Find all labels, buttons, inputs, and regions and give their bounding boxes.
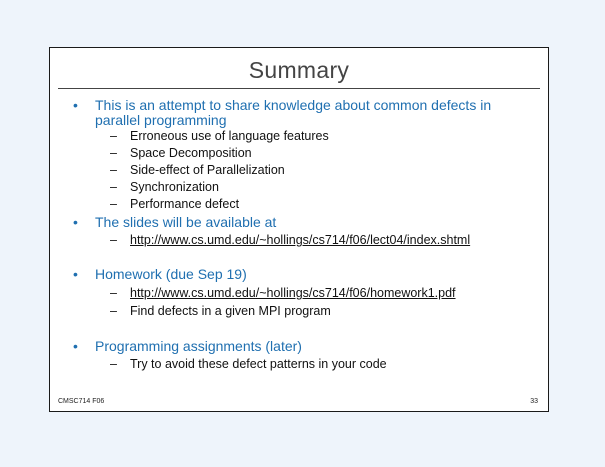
homework-link[interactable]: http://www.cs.umd.edu/~hollings/cs714/f06/homework1.pdf [130,286,456,300]
dash-icon: – [110,233,117,247]
bullet-item [73,97,540,128]
sub-text: Side-effect of Parallelization [130,163,285,177]
bullet-dot-icon: • [73,338,78,354]
sub-item [110,146,530,161]
sub-text: Performance defect [130,197,240,211]
dash-icon: – [110,163,117,177]
slide-title: Summary [248,57,350,83]
sub-item [110,357,530,372]
footer-page-number: 33 [530,398,538,405]
slide [49,47,549,412]
dash-icon: – [110,180,117,194]
dash-icon: – [110,357,117,371]
sub-text: Try to avoid these defect patterns in your code [130,357,387,371]
bullet-dot-icon: • [73,266,78,282]
sub-text: Erroneous use of language features [130,129,329,143]
sub-text: Synchronization [130,180,219,194]
dash-icon: – [110,304,117,318]
sub-item [110,233,530,248]
dash-icon: – [110,286,117,300]
footer-course: CMSC714 F06 [58,398,105,405]
lecture-link[interactable]: http://www.cs.umd.edu/~hollings/cs714/f06/lect04/index.shtml [130,233,471,247]
bullet-dot-icon: • [73,97,78,113]
dash-icon: – [110,197,117,211]
sub-text: Space Decomposition [130,146,252,160]
title-divider [58,88,540,89]
bullet-item [73,266,540,282]
bullet-item [73,338,540,354]
sub-item [110,163,530,178]
bullet-text: The slides will be available at [95,214,277,230]
sub-text: Find defects in a given MPI program [130,304,331,318]
bullet-text: Programming assignments (later) [95,338,302,354]
bullet-text: This is an attempt to share knowledge about common defects in parallel programming [95,97,492,128]
sub-item [110,197,530,212]
sub-item [110,304,530,319]
sub-item [110,180,530,195]
bullet-item [73,214,540,230]
bullet-dot-icon: • [73,214,78,230]
sub-item [110,129,530,144]
dash-icon: – [110,129,117,143]
dash-icon: – [110,146,117,160]
bullet-text: Homework (due Sep 19) [95,266,247,282]
sub-item [110,286,530,301]
